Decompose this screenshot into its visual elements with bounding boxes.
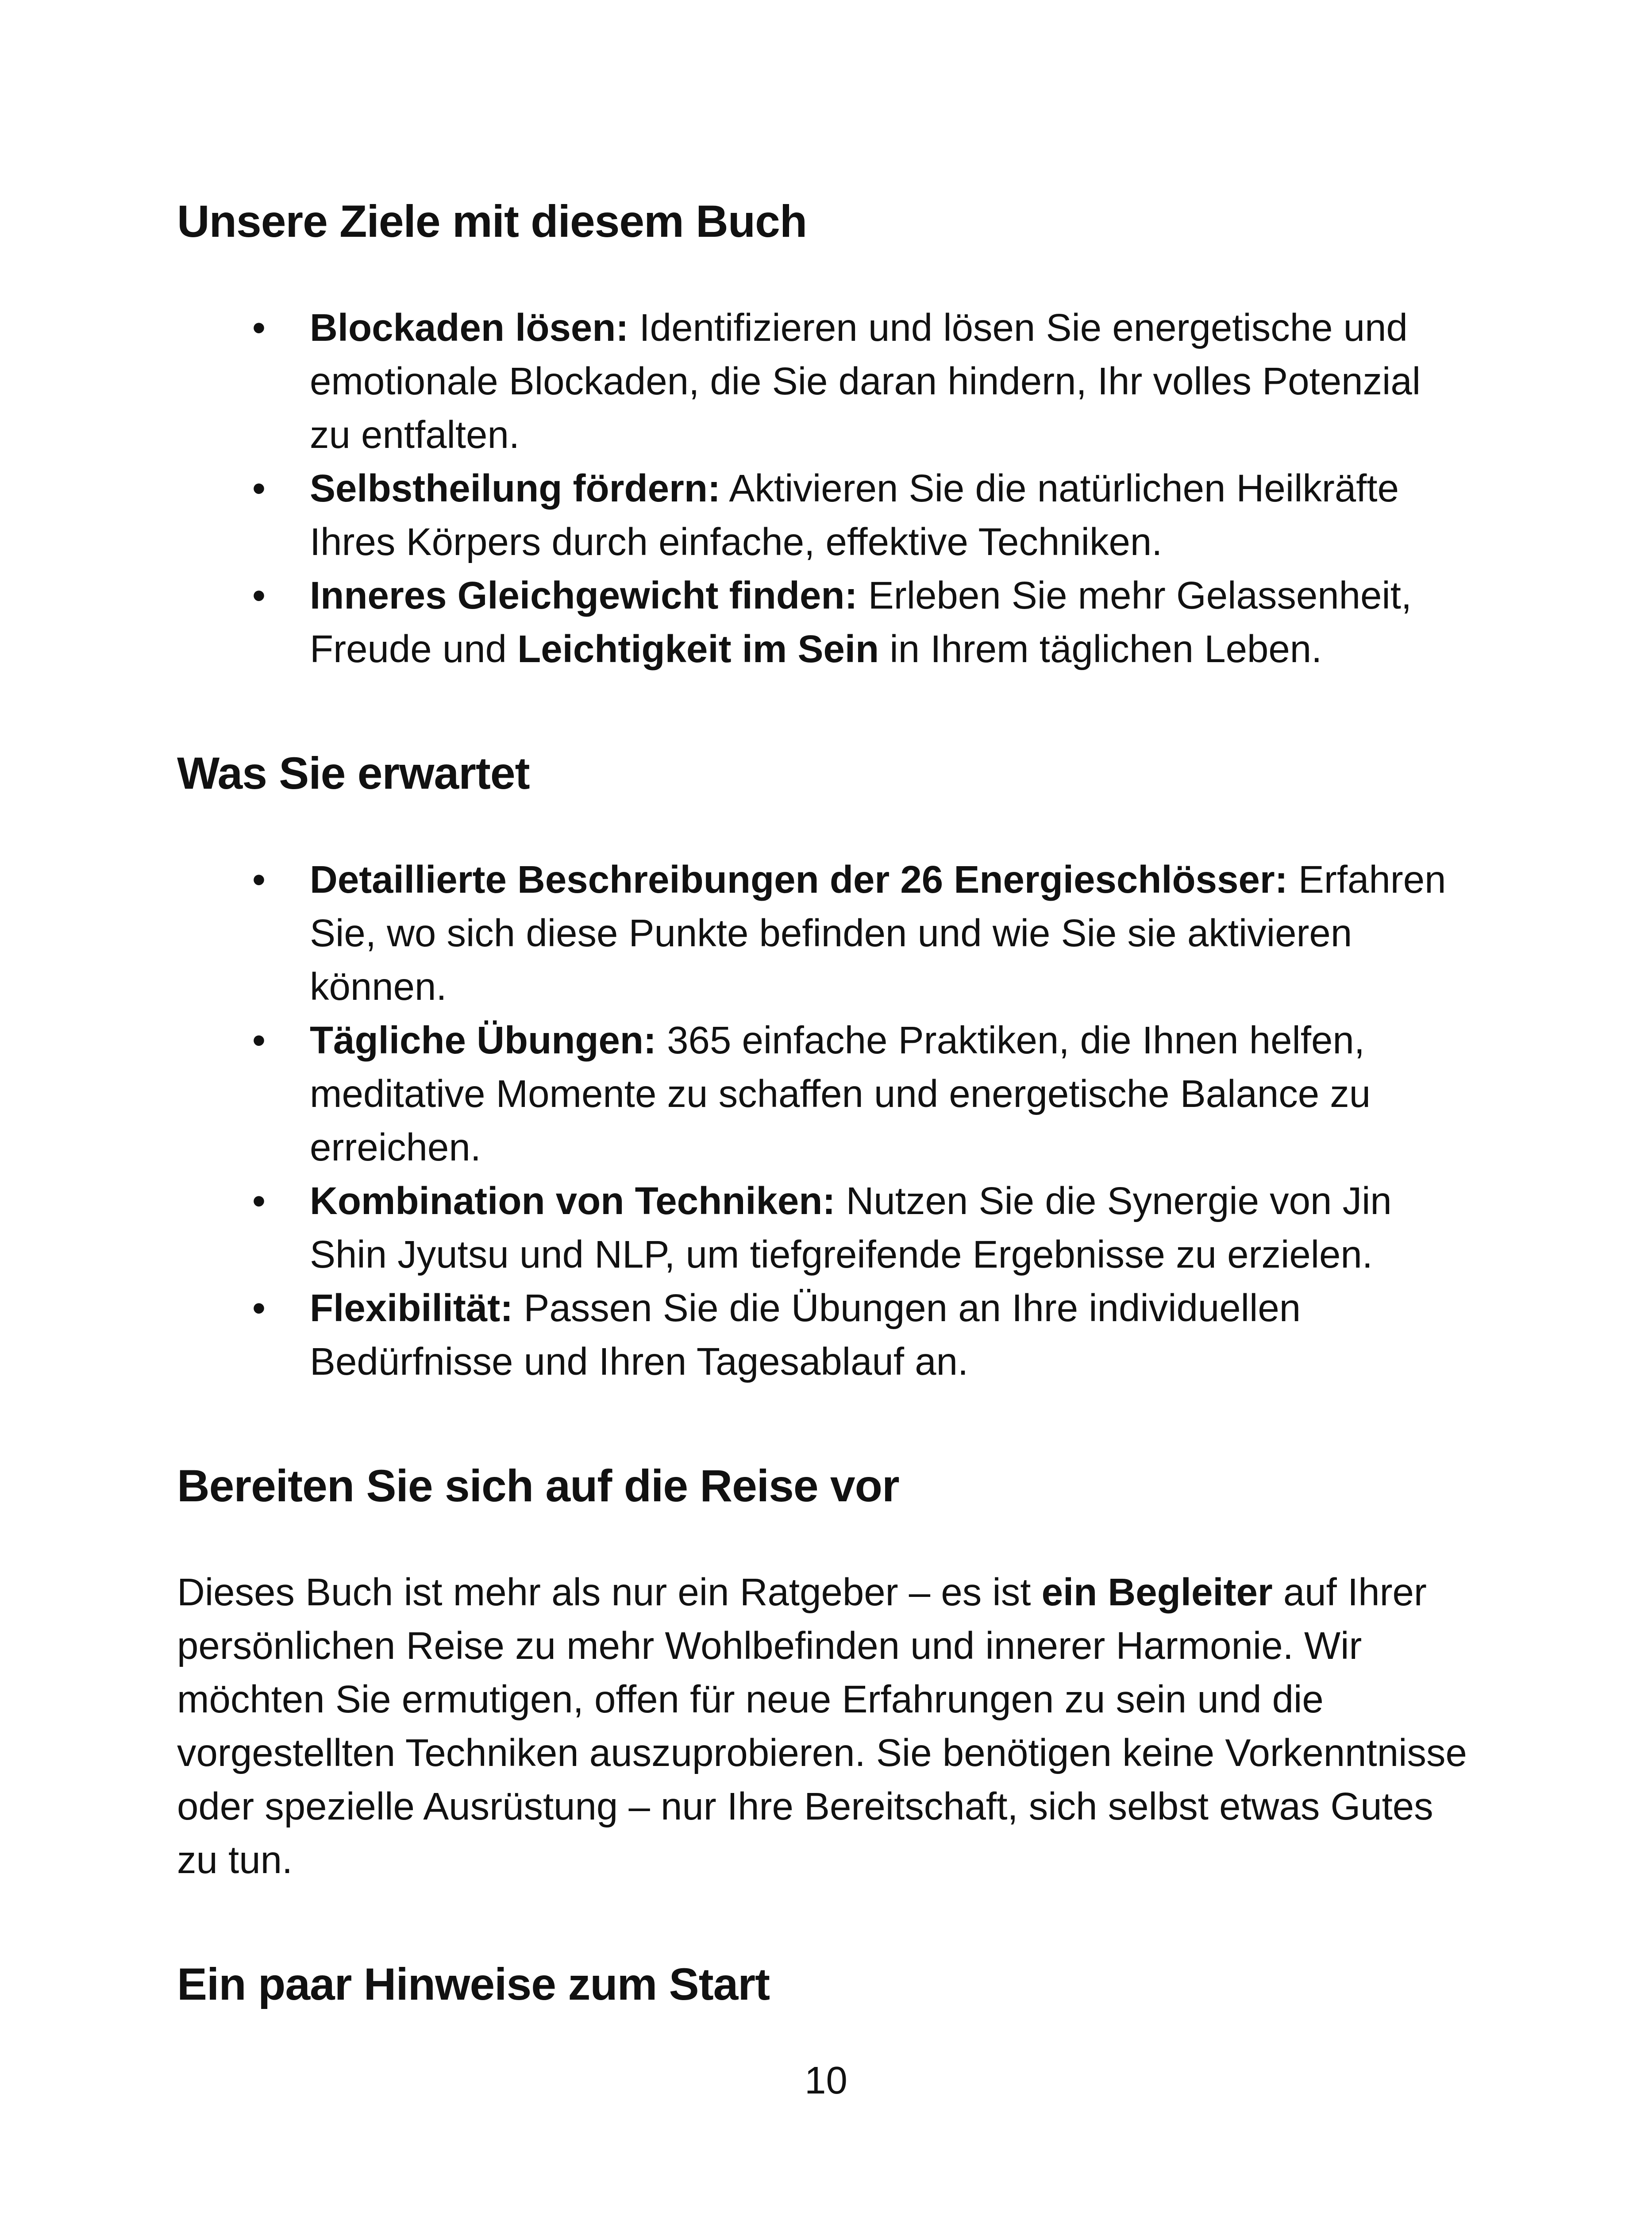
item-term: Selbstheilung fördern:: [310, 467, 721, 510]
item-text: in Ihrem täglichen Leben.: [879, 628, 1322, 671]
section-heading: Was Sie erwartet: [177, 748, 530, 798]
item-text: Erleben Sie mehr Gelassenheit, Freude und: [310, 574, 1412, 671]
item-term: Blockaden lösen:: [310, 306, 629, 349]
bullet-icon: •: [252, 467, 266, 510]
list-item: [177, 853, 1469, 1014]
item-text: 365 einfache Praktiken, die Ihnen helfen, meditative Momente zu schaffen und energetische Balance zu erreichen.: [310, 1019, 1371, 1169]
item-emphasis: Leichtigkeit im Sein: [517, 628, 879, 671]
list-item: [177, 462, 1469, 569]
item-term: Tägliche Übungen:: [310, 1019, 656, 1062]
paragraph-text: Dieses Buch ist mehr als nur ein Ratgeber – es ist: [177, 1571, 1042, 1614]
list-item: [177, 569, 1469, 676]
bullet-icon: •: [252, 1287, 266, 1330]
list-item: [177, 301, 1469, 462]
paragraph-emphasis: ein Begleiter: [1041, 1571, 1273, 1614]
section-heading: Unsere Ziele mit diesem Buch: [177, 196, 807, 247]
list-item: [177, 1174, 1469, 1281]
body-paragraph: [177, 1565, 1469, 1887]
item-text: Identifizieren und lösen Sie energetische und emotionale Blockaden, die Sie daran hindern, Ihr volles Potenzial zu entfalten.: [310, 306, 1421, 456]
list-item: [177, 1281, 1469, 1388]
section-heading: Ein paar Hinweise zum Start: [177, 1959, 770, 2009]
item-text: Passen Sie die Übungen an Ihre individuellen Bedürfnisse und Ihren Tagesablauf an.: [310, 1287, 1301, 1383]
list-item: [177, 1014, 1469, 1174]
expectations-list: [177, 853, 1469, 1388]
goals-list: [177, 301, 1469, 676]
item-term: Detaillierte Beschreibungen der 26 Energieschlösser:: [310, 858, 1288, 901]
bullet-icon: •: [252, 306, 266, 349]
item-term: Flexibilität:: [310, 1287, 513, 1330]
page-number: 10: [805, 2059, 847, 2102]
item-term: Inneres Gleichgewicht finden:: [310, 574, 858, 617]
section-heading: Bereiten Sie sich auf die Reise vor: [177, 1461, 899, 1511]
item-text: Nutzen Sie die Synergie von Jin Shin Jyutsu und NLP, um tiefgreifende Ergebnisse zu erzielen.: [310, 1180, 1392, 1276]
bullet-icon: •: [252, 574, 266, 617]
item-text: Aktivieren Sie die natürlichen Heilkräfte Ihres Körpers durch einfache, effektive Techniken.: [310, 467, 1399, 563]
bullet-icon: •: [252, 1180, 266, 1222]
item-term: Kombination von Techniken:: [310, 1180, 836, 1222]
bullet-icon: •: [252, 1019, 266, 1062]
bullet-icon: •: [252, 858, 266, 901]
item-text: Erfahren Sie, wo sich diese Punkte befinden und wie Sie sie aktivieren können.: [310, 858, 1446, 1008]
page-content: [177, 190, 1469, 2015]
paragraph-text: auf Ihrer persönlichen Reise zu mehr Wohlbefinden und innerer Harmonie. Wir möchten Sie ermutigen, offen für neue Erfahrungen zu sein und die vorgestellten Techniken auszuprobieren. Sie benötigen keine Vorkenntnisse oder spezielle Ausrüstung – nur Ihre Bereitschaft, sich selbst etwas Gutes zu tun.: [177, 1571, 1467, 1881]
